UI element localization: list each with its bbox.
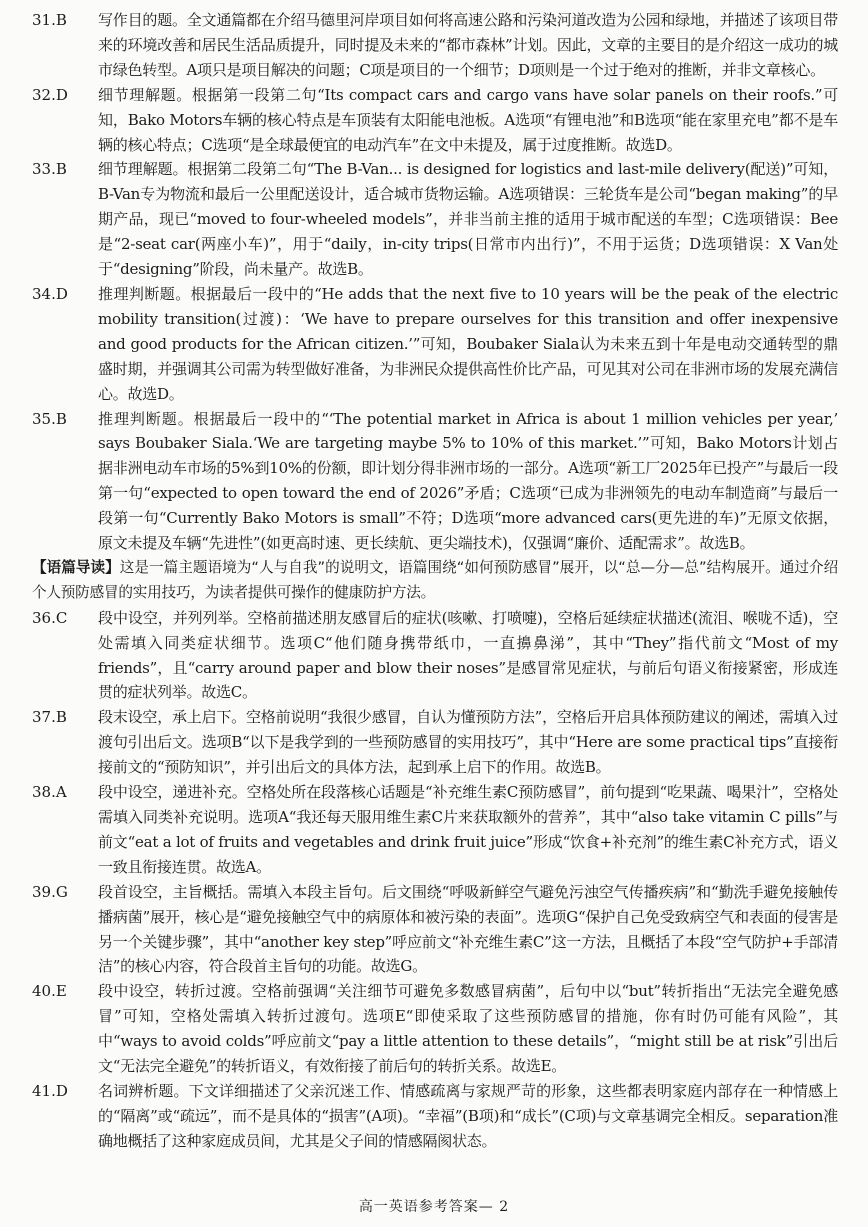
answer-number: 37.B <box>32 708 67 727</box>
answer-item <box>32 407 838 556</box>
answer-number: 32.D <box>32 85 68 104</box>
answer-explanation: 段中设空，递进补充。空格处所在段落核心话题是“补充维生素C预防感冒”，前句提到“吃果蔬、喝果汁”，空格处需填入同类补充说明。选项A“我还每天服用维生素C片来获取额外的营养”，其中“also take vitamin C pills”与前文“eat a lot of fruits and vegetables and drink fruit juice”形成“饮食+补充剂”的维生素C补充方式，语义一致且衔接连贯。故选A。 <box>98 783 838 876</box>
answer-explanation: 写作目的题。全文通篇都在介绍马德里河岸项目如何将高速公路和污染河道改造为公园和绿地，并描述了该项目带来的环境改善和居民生活品质提升，同时提及未来的“都市森林”计划。因此，文章的主要目的是介绍这一成功的城市绿色转型。A项只是项目解决的问题；C项是项目的一个细节；D项则是一个过于绝对的推断，并非文章核心。 <box>98 11 838 79</box>
answer-number: 34.D <box>32 284 68 303</box>
answer-explanation: 推理判断题。根据最后一段中的“‘The potential market in Africa is about 1 million vehicles per year,’ says Boubaker Siala.‘We are targeting maybe 5% to 10% of this market.’”可知，Bako Motors计划占据非洲电动车市场的5%到10%的份额，即计划分得非洲市场的一部分。A选项“新工厂2025年已投产”与最后一段第一句“expected to open toward the end of 2026”矛盾；C选项“已成为非洲领先的电动车制造商”与最后一段第一句“Currently Bako Motors is small”不符；D选项“more advanced cars(更先进的车)”无原文依据，原文未提及车辆“先进性”(如更高时速、更长续航、更尖端技术)，仅强调“廉价、适配需求”。故选B。 <box>98 409 838 553</box>
answer-number: 40.E <box>32 982 67 1001</box>
answer-item <box>32 282 838 407</box>
answer-item <box>32 780 838 880</box>
answer-explanation: 段首设空，主旨概括。需填入本段主旨句。后文围绕“呼吸新鲜空气避免污浊空气传播疾病”和“勤洗手避免接触传播病菌”展开，核心是“避免接触空气中的病原体和被污染的表面”。选项G“保护自己免受致病空气和表面的侵害是另一个关键步骤”，其中“another key step”呼应前文“补充维生素C”这一方法，且概括了本段“空气防护+手部清洁”的核心内容，符合段首主旨句的功能。故选G。 <box>98 882 838 976</box>
answer-number: 39.G <box>32 882 68 901</box>
answer-explanation: 名词辨析题。下文详细描述了父亲沉迷工作、情感疏离与家规严苛的形象，这些都表明家庭内部存在一种情感上的“隔离”或“疏远”，而不是具体的“损害”(A项)。“幸福”(B项)和“成长”(C项)与文章基调完全相反。separation准确地概括了这种家庭成员间，尤其是父子间的情感隔阂状态。 <box>98 1081 838 1150</box>
answer-item <box>32 8 838 83</box>
answers-31-35 <box>32 8 838 556</box>
passage-guide-text: 这是一篇主题语境为“人与自我”的说明文，语篇围绕“如何预防感冒”展开，以“总—分—总”结构展开。通过介绍个人预防感冒的实用技巧，为读者提供可操作的健康防护方法。 <box>32 558 839 601</box>
answer-item <box>32 606 838 706</box>
page-footer: 高一英语参考答案— 2 <box>358 1199 510 1215</box>
answer-number: 35.B <box>32 409 67 428</box>
answer-item <box>32 880 838 980</box>
answer-explanation: 段中设空，并列列举。空格前描述朋友感冒后的症状(咳嗽、打喷嚏)，空格后延续症状描述(流泪、喉咙不适)，空处需填入同类症状细节。选项C“他们随身携带纸巾，一直擤鼻涕”，其中“They”指代前文“Most of my friends”，且“carry around paper and blow their noses”是感冒常见症状，与前后句语义衔接紧密，形成连贯的症状列举。故选C。 <box>98 608 838 702</box>
answer-explanation: 段中设空，转折过渡。空格前强调“关注细节可避免多数感冒病菌”，后句中以“but”转折指出“无法完全避免感冒”可知，空格处需填入转折过渡句。选项E“即使采取了这些预防感冒的措施，你有时仍可能有风险”，其中“ways to avoid colds”呼应前文“pay a little attention to these details”，“might still be at risk”引出后文“无法完全避免”的转折语义，有效衔接了前后句的转折关系。故选E。 <box>98 982 838 1076</box>
answer-item <box>32 157 838 282</box>
answer-number: 36.C <box>32 608 68 627</box>
answer-explanation: 推理判断题。根据最后一段中的“He adds that the next five to 10 years will be the peak of the electric mobility transition(过渡)：‘We have to prepare ourselves for this transition and offer inexpensive and good products for the African citizen.’”可知，Boubaker Siala认为未来五到十年是电动交通转型的鼎盛时期，并强调其公司需为转型做好准备，为非洲民众提供高性价比产品，可见其对公司在非洲市场的发展充满信心。故选D。 <box>98 284 838 403</box>
answer-number: 33.B <box>32 160 67 179</box>
answer-item <box>32 979 838 1079</box>
answer-item <box>32 1079 838 1154</box>
answer-explanation: 细节理解题。根据第一段第二句“Its compact cars and cargo vans have solar panels on their roofs.”可知，Bako Motors车辆的核心特点是车顶装有太阳能电池板。A选项“有锂电池”和B选项“能在家里充电”都不是车辆的核心特点；C选项“是全球最便宜的电动汽车”在文中未提及，属于过度推断。故选D。 <box>98 85 838 154</box>
answer-item <box>32 83 838 158</box>
answer-item <box>32 705 838 780</box>
passage-guide <box>32 556 838 606</box>
answer-explanation: 段末设空，承上启下。空格前说明“我很少感冒，自认为懂预防方法”，空格后开启具体预防建议的阐述，需填入过渡句引出后文。选项B“以下是我学到的一些预防感冒的实用技巧”，其中“Here are some practical tips”直接衔接前文的“预防知识”，并引出后文的具体方法，起到承上启下的作用。故选B。 <box>98 708 838 777</box>
answer-number: 31.B <box>32 11 67 29</box>
answer-number: 38.A <box>32 783 67 802</box>
answer-number: 41.D <box>32 1081 68 1100</box>
passage-guide-label: 【语篇导读】 <box>32 558 120 576</box>
answer-explanation: 细节理解题。根据第二段第二句“The B-Van... is designed for logistics and last-mile delivery(配送)”可知，B-Van专为物流和最后一公里配送设计，适合城市货物运输。A选项错误：三轮货车是公司“began making”的早期产品，现已“moved to four-wheeled models”，并非当前主推的适用于城市配送的车型；C选项错误：Bee是“2-seat car(两座小车)”，用于“daily，in-city trips(日常市内出行)”，不用于运货；D选项错误：X Van处于“designing”阶段，尚未量产。故选B。 <box>98 160 838 279</box>
answers-36-41 <box>32 606 838 1154</box>
